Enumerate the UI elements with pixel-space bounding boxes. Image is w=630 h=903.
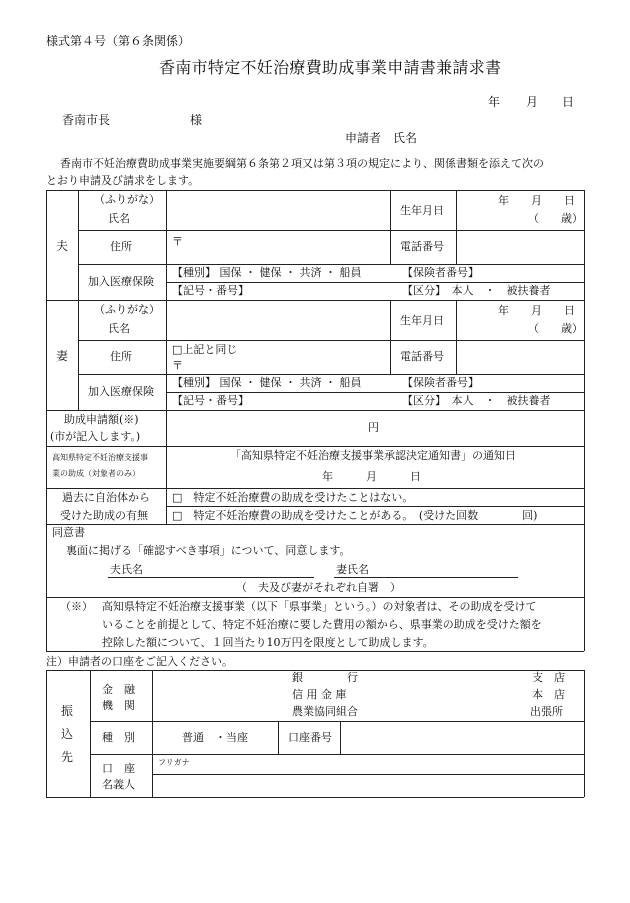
branch-type-sub: 出張所 — [530, 705, 563, 718]
account-holder-field[interactable] — [154, 776, 582, 795]
wife-signature-label: 妻氏名 — [336, 563, 369, 576]
husband-birth-ymd: 年 月 日 — [498, 194, 575, 207]
wife-age: （ 歳） — [528, 322, 583, 335]
wife-furigana-label: （ふりがな） — [94, 303, 160, 316]
remark-line-2: いることを前提として、特定不妊治療に要した費用の額から、県事業の助成を受けた額を — [102, 618, 542, 631]
husband-phone-label: 電話番号 — [400, 240, 444, 253]
wife-birthdate-field[interactable] — [458, 302, 582, 338]
wife-insurer-number: 【保険者番号】 — [402, 376, 479, 389]
account-holder-label-2: 名義人 — [102, 778, 135, 791]
husband-signature-line[interactable] — [108, 577, 314, 578]
husband-insurance-label: 加入医療保険 — [88, 275, 154, 288]
bank-type-agri-coop: 農業協同組合 — [292, 705, 358, 718]
branch-type-branch: 支 店 — [532, 671, 565, 684]
wife-birthdate-label: 生年月日 — [400, 314, 444, 327]
husband-address-field[interactable] — [168, 232, 388, 262]
wife-insurance-label: 加入医療保険 — [88, 385, 154, 398]
wife-signature-line[interactable] — [334, 577, 518, 578]
wife-insurance-code: 【記号・番号】 — [172, 394, 249, 407]
account-number-field[interactable] — [342, 723, 582, 752]
past-grant-label-2: 受けた助成の有無 — [60, 509, 148, 522]
wife-section-label: 妻 — [56, 349, 69, 363]
account-holder-label-1: 口 座 — [102, 762, 135, 775]
form-number: 様式第４号（第６条関係） — [46, 34, 191, 48]
husband-phone-field[interactable] — [458, 232, 582, 262]
consent-text: 裏面に掲げる「確認すべき事項」について、同意します。 — [66, 544, 351, 557]
transfer-label-3: 先 — [61, 750, 74, 764]
branch-type-head: 本 店 — [532, 688, 565, 701]
account-type-label: 種 別 — [102, 731, 135, 744]
husband-insurer-number: 【保険者番号】 — [402, 266, 479, 279]
remark-line-3: 控除した額について、１回当たり10万円を限度として助成します。 — [102, 636, 434, 649]
intro-line-1: 香南市不妊治療費助成事業実施要綱第６条第２項又は第３項の規定により、関係書類を添えて次の — [60, 157, 544, 170]
husband-age: （ 歳） — [528, 212, 583, 225]
past-grant-never-checkbox[interactable]: □ 特定不妊治療費の助成を受けたことはない。 — [172, 491, 414, 504]
past-grant-received-checkbox[interactable]: □ 特定不妊治療費の助成を受けたことがある。 (受けた回数 回) — [172, 509, 538, 522]
kochi-notice-date: 年 月 日 — [322, 470, 421, 483]
kochi-notice-label: 「高知県特定不妊治療支援事業承認決定通知書」の通知日 — [230, 449, 516, 462]
date-day-label: 日 — [562, 95, 575, 109]
wife-insurance-type: 【種別】 国保 ・ 健保 ・ 共済 ・ 船員 — [172, 376, 362, 389]
transfer-label-1: 振 — [61, 704, 74, 718]
husband-birthdate-label: 生年月日 — [400, 204, 444, 217]
remark-mark: （※） — [60, 600, 93, 613]
account-number-label: 口座番号 — [288, 731, 332, 744]
husband-name-field[interactable] — [168, 192, 388, 228]
grant-amount-yen: 円 — [368, 421, 379, 434]
account-holder-kana-label: フリガナ — [158, 758, 190, 767]
institution-label-2: 機 関 — [102, 699, 135, 712]
husband-insurance-type: 【種別】 国保 ・ 健保 ・ 共済 ・ 船員 — [172, 266, 362, 279]
wife-address-label: 住所 — [110, 350, 132, 363]
husband-signature-label: 夫氏名 — [110, 563, 143, 576]
husband-furigana-label: （ふりがな） — [94, 193, 160, 206]
grant-amount-label: 助成申請額(※) — [64, 413, 139, 426]
wife-insurance-class: 【区分】 本人 ・ 被扶養者 — [402, 394, 551, 407]
intro-line-2: とおり申請及び請求をします。 — [46, 174, 200, 187]
husband-postal-mark: 〒 — [172, 235, 183, 248]
wife-name-field[interactable] — [168, 302, 388, 338]
kochi-grant-label-2: 業の助成（対象者のみ） — [52, 469, 140, 478]
date-year-label: 年 — [488, 95, 501, 109]
bank-type-credit-union: 信 用 金 庫 — [292, 688, 347, 701]
wife-birth-ymd: 年 月 日 — [498, 304, 575, 317]
husband-section-label: 夫 — [56, 239, 69, 253]
account-type-options[interactable]: 普通 ・当座 — [182, 731, 248, 744]
addressee-honorific: 様 — [190, 113, 203, 127]
husband-insurance-code: 【記号・番号】 — [172, 284, 249, 297]
husband-name-label: 氏名 — [108, 212, 130, 225]
bank-type-bank: 銀 行 — [292, 671, 358, 684]
signature-note: （ 夫及び妻がそれぞれ自署 ） — [236, 581, 401, 594]
husband-insurance-class: 【区分】 本人 ・ 被扶養者 — [402, 284, 551, 297]
past-grant-label-1: 過去に自治体から — [62, 491, 150, 504]
wife-phone-label: 電話番号 — [400, 350, 444, 363]
wife-postal-mark: 〒 — [172, 359, 183, 372]
kochi-grant-label-1: 高知県特定不妊治療支援事 — [52, 453, 148, 462]
consent-title: 同意書 — [52, 526, 85, 539]
institution-label-1: 金 融 — [102, 683, 135, 696]
wife-phone-field[interactable] — [458, 342, 582, 372]
wife-name-label: 氏名 — [108, 322, 130, 335]
husband-address-label: 住所 — [110, 240, 132, 253]
applicant-name-label: 申請者 氏名 — [345, 131, 418, 145]
grant-amount-note: (市が記入します。) — [50, 430, 141, 443]
page-title: 香南市特定不妊治療費助成事業申請書兼請求書 — [159, 58, 502, 77]
husband-birthdate-field[interactable] — [458, 192, 582, 228]
addressee: 香南市長 — [62, 113, 111, 127]
date-month-label: 月 — [526, 95, 539, 109]
bank-note: 注）申請者の口座をご記入ください。 — [46, 655, 233, 668]
transfer-label-2: 込 — [61, 727, 74, 741]
remark-line-1: 高知県特定不妊治療支援事業（以下「県事業」という。）の対象者は、その助成を受けて — [102, 600, 537, 613]
wife-same-address-checkbox[interactable]: □上記と同じ — [172, 343, 238, 356]
